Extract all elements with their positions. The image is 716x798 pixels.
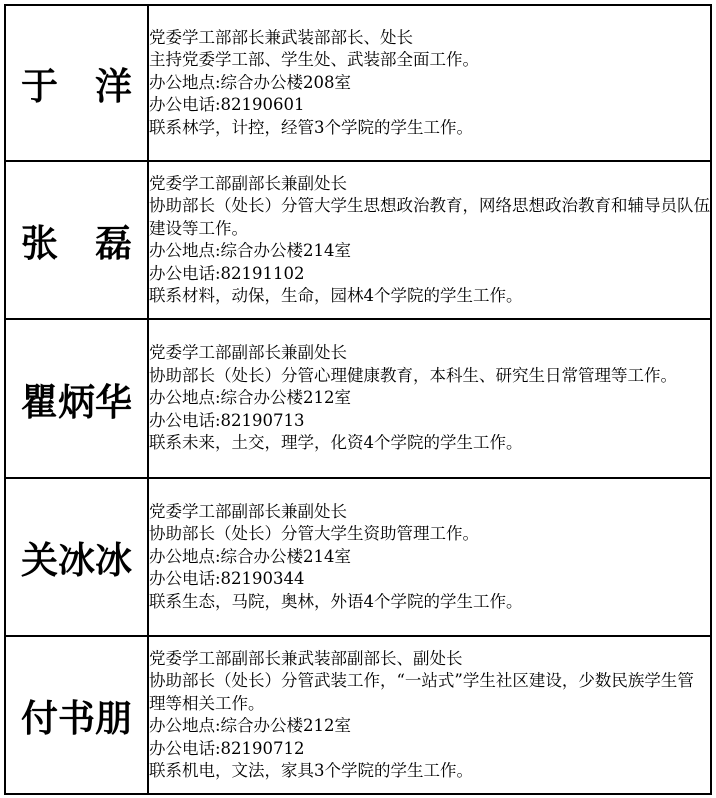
contact-colleges: 联系生态，马院，奥林，外语4个学院的学生工作。 <box>149 591 523 611</box>
position-title: 党委学工部部长兼武装部部长、处长 <box>149 27 413 47</box>
contact-colleges: 联系机电，文法，家具3个学院的学生工作。 <box>149 761 473 780</box>
office-location: 办公地点:综合办公楼214室 <box>149 241 352 260</box>
office-location: 办公地点:综合办公楼212室 <box>149 388 352 408</box>
duty-text: 协助部长（处长）分管大学生资助管理工作。 <box>149 524 479 544</box>
duty-text: 协助部长（处长）分管大学生思想政治教育，网络思想政治教育和辅导员队伍建设等工作。 <box>149 196 710 238</box>
table-row <box>5 478 711 636</box>
table-row <box>5 161 711 319</box>
table-row <box>5 319 711 478</box>
office-location: 办公地点:综合办公楼212室 <box>149 716 352 735</box>
office-phone: 办公电话:82190601 <box>149 95 305 115</box>
staff-description <box>148 319 711 478</box>
office-location: 办公地点:综合办公楼208室 <box>149 72 352 92</box>
staff-description <box>148 636 711 794</box>
contact-colleges: 联系材料，动保，生命，园林4个学院的学生工作。 <box>149 286 523 305</box>
contact-colleges: 联系林学，计控，经管3个学院的学生工作。 <box>149 117 473 137</box>
table-row <box>5 5 711 161</box>
office-phone: 办公电话:82191102 <box>149 263 305 283</box>
position-title: 党委学工部副部长兼副处长 <box>149 343 347 363</box>
position-title: 党委学工部副部长兼武装部副部长、副处长 <box>149 648 463 668</box>
office-phone: 办公电话:82190344 <box>149 569 305 589</box>
staff-description <box>148 161 711 319</box>
staff-name: 张 磊 <box>5 161 148 319</box>
duty-text: 协助部长（处长）分管心理健康教育，本科生、研究生日常管理等工作。 <box>149 365 677 385</box>
staff-name: 瞿炳华 <box>5 319 148 478</box>
contact-colleges: 联系未来，土交，理学，化资4个学院的学生工作。 <box>149 433 523 453</box>
duty-text: 主持党委学工部、学生处、武装部全面工作。 <box>149 50 479 70</box>
staff-name: 付书朋 <box>5 636 148 794</box>
office-location: 办公地点:综合办公楼214室 <box>149 546 352 566</box>
staff-name: 关冰冰 <box>5 478 148 636</box>
table-row <box>5 636 711 794</box>
position-title: 党委学工部副部长兼副处长 <box>149 173 347 193</box>
position-title: 党委学工部副部长兼副处长 <box>149 501 347 521</box>
staff-name: 于 洋 <box>5 5 148 161</box>
staff-description <box>148 5 711 161</box>
office-phone: 办公电话:82190712 <box>149 738 305 758</box>
duty-text: 协助部长（处长）分管武装工作，“一站式”学生社区建设，少数民族学生管理等相关工作。 <box>149 671 694 713</box>
staff-duty-table <box>4 4 712 795</box>
staff-description <box>148 478 711 636</box>
office-phone: 办公电话:82190713 <box>149 410 305 430</box>
